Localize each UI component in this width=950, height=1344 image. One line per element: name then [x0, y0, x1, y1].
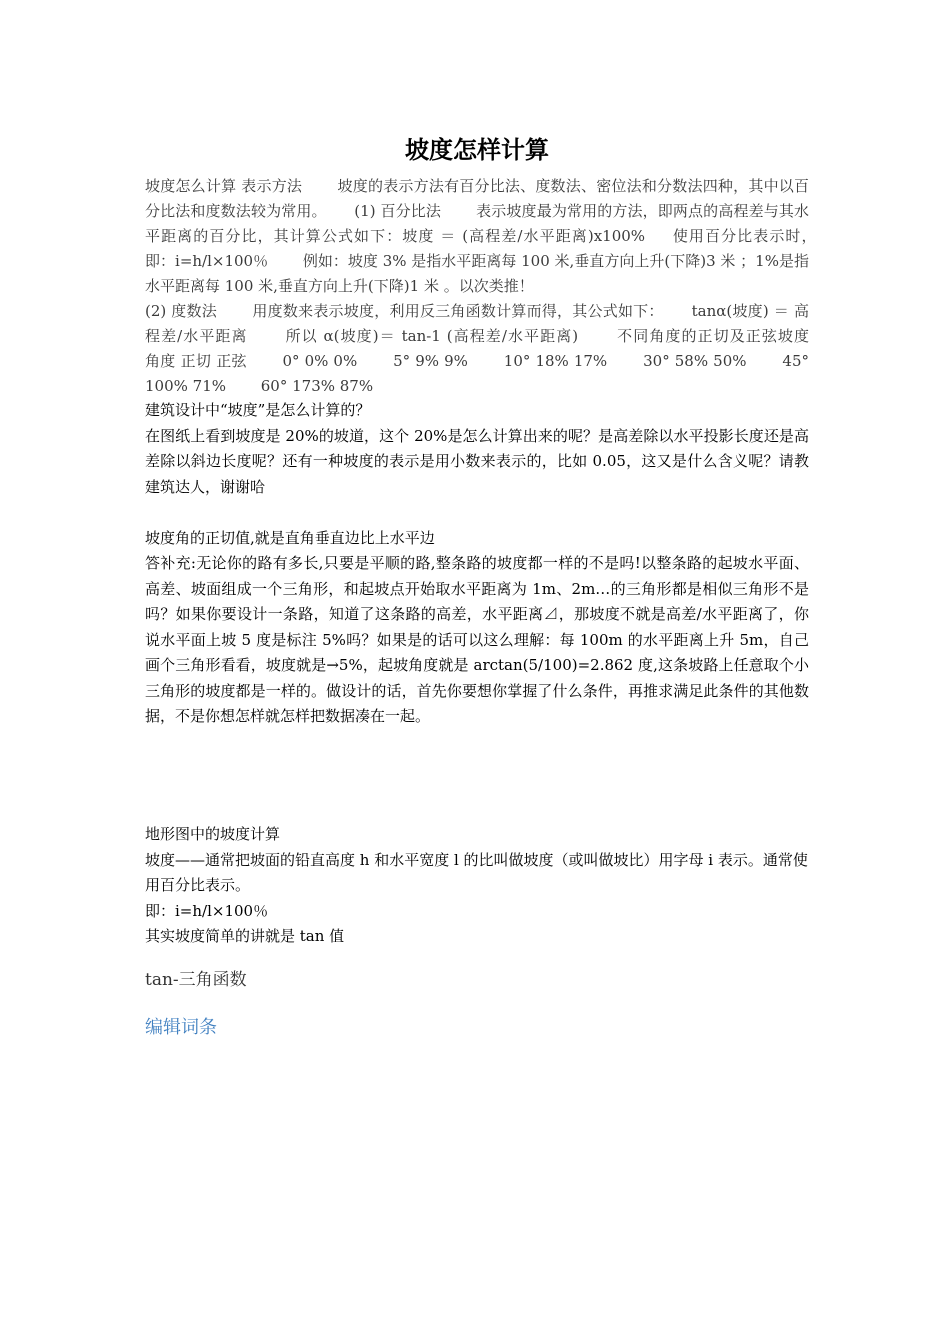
intro-paragraph: 坡度怎么计算 表示方法 坡度的表示方法有百分比法、度数法、密位法和分数法四种，其中以百分比法和度数法较为常用。 (1) 百分比法 表示坡度最为常用的方法，即两点的高程差与其水平距离的百分比，其计算公式如下：坡度 ＝ (高程差/水平距离)x100% 使用百分比表示时， 即：i=h/l×100％ 例如：坡度 3% 是指水平距离每 100 米,垂直方向上升(下降)3 米 ；1%是指水平距离每 100 米,垂直方向上升(下降)1 米 。以次类推！ (2) 度数法 用度数来表示坡度，利用反三角函数计算而得，其公式如下： tanα(坡度) ＝ 高程差/水平距离 所以 α(坡度)＝ tan-1 (高程差/水平距离) 不同角度的正切及正弦坡度 角度 正切 正弦 0° 0% 0% 5° 9% 9% 10° 18% 17% 30° 58% 50% 45° 100% 71% 60° 173% 87%	[145, 177, 809, 395]
document-page	[145, 0, 809, 1344]
topo-formula: 即：i=h/l×100％	[145, 901, 269, 920]
question-body: 在图纸上看到坡度是 20%的坡道，这个 20%是怎么计算出来的呢？是高差除以水平投影长度还是高差除以斜边长度呢？还有一种坡度的表示是用小数来表示的，比如 0.05，这又是什么含义呢？请教建筑达人，谢谢哈	[145, 426, 809, 496]
topo-section	[145, 822, 809, 950]
edit-entry-link[interactable]: 编辑词条	[145, 1017, 217, 1038]
question-title: 建筑设计中“坡度”是怎么计算的？	[145, 401, 371, 419]
qa-section	[145, 398, 809, 730]
page-title: 坡度怎样计算	[405, 135, 549, 164]
blank-line	[145, 500, 809, 526]
tan-function-heading: tan-三角函数	[145, 970, 247, 990]
answer-body: 答补充:无论你的路有多长,只要是平顺的路,整条路的坡度都一样的不是吗!以整条路的起坡水平面、高差、坡面组成一个三角形，和起坡点开始取水平距离为 1m、2m…的三角形都是相似三角形不是吗？如果你要设计一条路，知道了这条路的高差，水平距离⊿，那坡度不就是高差/水平距离了，你说水平面上坡 5 度是标注 5%吗？如果是的话可以这么理解：每 100m 的水平距离上升 5m，自己画个三角形看看，坡度就是→5%，起坡角度就是 arctan(5/100)=2.862 度,这条坡路上任意取个小三角形的坡度都是一样的。做设计的话，首先你要想你掌握了什么条件，再推求满足此条件的其他数据，不是你想怎样就怎样把数据凑在一起。	[145, 554, 809, 725]
answer-lead: 坡度角的正切值,就是直角垂直边比上水平边	[145, 528, 435, 547]
topo-summary: 其实坡度简单的讲就是 tan 值	[145, 927, 345, 945]
topo-heading: 地形图中的坡度计算	[145, 825, 281, 843]
topo-definition: 坡度——通常把坡面的铅直高度 h 和水平宽度 l 的比叫做坡度（或叫做坡比）用字母 i 表示。通常使用百分比表示。	[145, 850, 808, 894]
